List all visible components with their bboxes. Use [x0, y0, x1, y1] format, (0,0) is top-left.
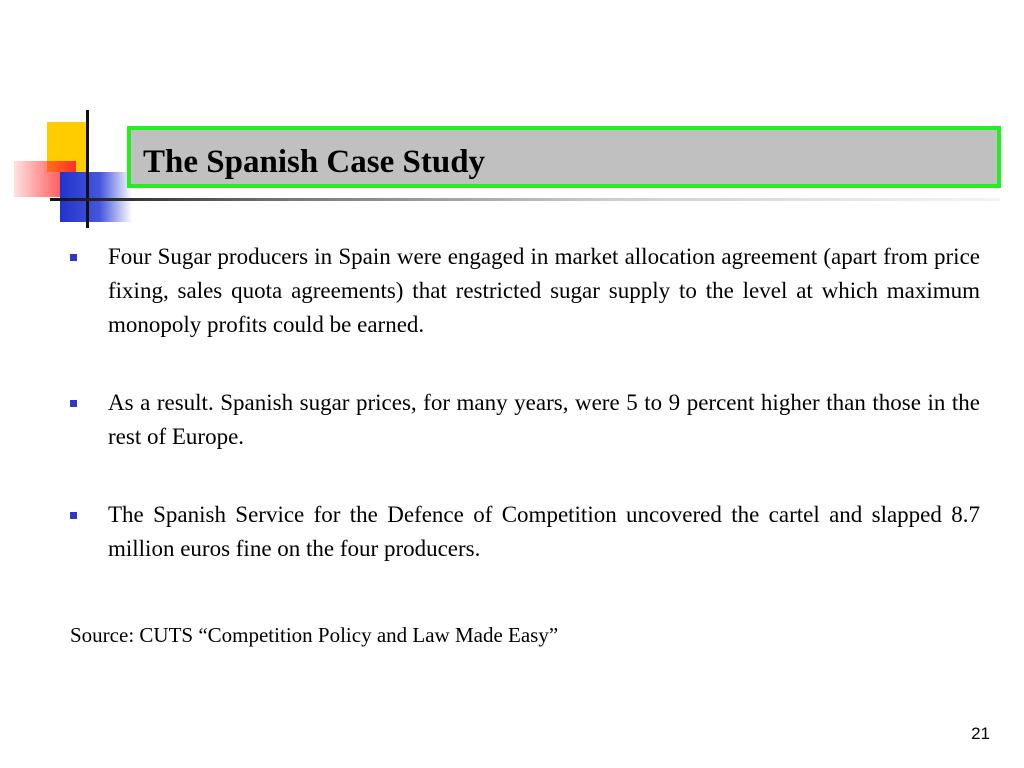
- bullet-list: [70, 240, 980, 610]
- bullet-item: [70, 498, 980, 566]
- bullet-text: The Spanish Service for the Defence of Competition uncovered the cartel and slapped 8.7 million euros fine on the four producers.: [108, 502, 980, 561]
- slide-title-box: [127, 126, 1001, 188]
- square-bullet-icon: [70, 254, 77, 261]
- square-bullet-icon: [70, 512, 77, 519]
- bullet-text: Four Sugar producers in Spain were engaged in market allocation agreement (apart from price fixing, sales quota agreements) that restricted sugar supply to the level at which maximum monopoly profits could be earned.: [108, 244, 980, 337]
- decor-horizontal-rule: [50, 198, 1000, 201]
- decor-blue-square: [60, 172, 132, 222]
- bullet-text: As a result. Spanish sugar prices, for many years, were 5 to 9 percent higher than those in the rest of Europe.: [108, 390, 980, 449]
- slide-title: The Spanish Case Study: [143, 144, 486, 180]
- decor-vertical-line: [86, 110, 89, 228]
- page-number: 21: [971, 724, 990, 743]
- bullet-item: [70, 240, 980, 342]
- bullet-item: [70, 386, 980, 454]
- source-citation: Source: CUTS “Competition Policy and Law Made Easy”: [70, 623, 559, 647]
- square-bullet-icon: [70, 400, 77, 407]
